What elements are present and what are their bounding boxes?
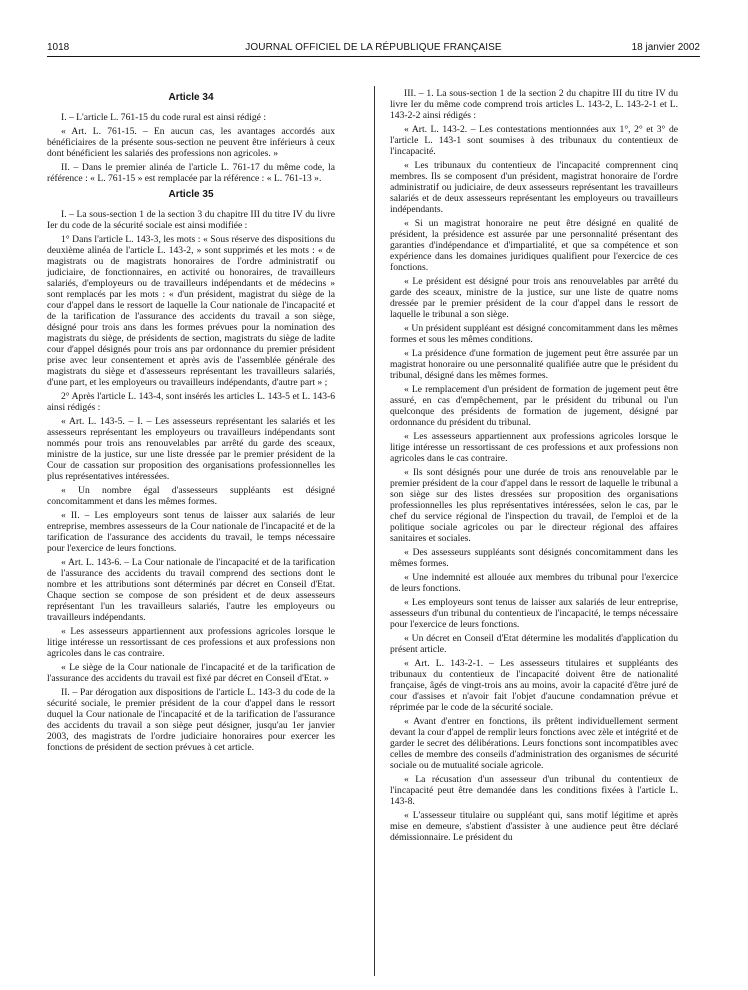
paragraph: « Le président est désigné pour trois ans renouvelables par arrêté du garde des sceaux, ministre de la justice, sur une liste de quatre noms dressée par le premier président de la cour d'appel dans le ressort de laquelle le tribunal a son siège. — [390, 276, 678, 320]
paragraph: « Si un magistrat honoraire ne peut être désigné en qualité de président, la présidence est assurée par une personnalité présentant des garanties d'indépendance et d'impartialité, et que sa compétence et son expérience dans les domaines juridiques qualifient pour l'exercice de ces fonctions. — [390, 218, 678, 273]
paragraph: « Avant d'entrer en fonctions, ils prêtent individuellement serment devant la cour d'appel de remplir leurs fonctions avec zèle et intégrité et de garder le secret des délibérations. Leurs fonctions sont incompatibles avec celles de membre des conseils d'administration des organismes de sécurité sociale ou de mutualité sociale agricole. — [390, 716, 678, 771]
paragraph: « Ils sont désignés pour une durée de trois ans renouvelable par le premier président de la cour d'appel dans le ressort de laquelle le tribunal a son siège sur des listes dressées sur proposition des organisations professionnelles les plus représentatives intéressées, selon le cas, par le chef du service régional de l'inspection du travail, de l'emploi et de la politique sociale agricoles ou par le directeur régional des affaires sanitaires et sociales. — [390, 467, 678, 544]
paragraph: « Art. L. 143-2-1. – Les assesseurs titulaires et suppléants des tribunaux du contentieux de l'incapacité doivent être de nationalité française, âgés de vingt-trois ans au moins, avoir la capacité d'être juré de cour d'assises et n'avoir fait l'objet d'aucune condamnation prévue et réprimée par le code de la sécurité sociale. — [390, 658, 678, 713]
paragraph: 2° Après l'article L. 143-4, sont insérés les articles L. 143-5 et L. 143-6 ainsi rédigés : — [47, 391, 335, 413]
paragraph: « Les assesseurs appartiennent aux professions agricoles lorsque le litige intéresse un ressortissant de ces professions et aux professions non agricoles dans le cas contraire. — [390, 431, 678, 464]
paragraph: « Un président suppléant est désigné concomitamment dans les mêmes formes et sous les mêmes conditions. — [390, 323, 678, 345]
paragraph: II. – Par dérogation aux dispositions de l'article L. 143-3 du code de la sécurité sociale, le premier président de la cour d'appel dans le ressort duquel la Cour nationale de l'incapacité et de la tarification de l'assurance des accidents du travail a son siège peut désigner, jusqu'au 1er janvier 2003, des magistrats de l'ordre judiciaire honoraires pour exercer les fonctions de président de section prévues à cet article. — [47, 687, 335, 753]
paragraph: « Une indemnité est allouée aux membres du tribunal pour l'exercice de leurs fonctions. — [390, 572, 678, 594]
paragraph: « II. – Les employeurs sont tenus de laisser aux salariés de leur entreprise, membres assesseurs de la Cour nationale de l'incapacité et de la tarification de l'assurance des accidents du travail, le temps nécessaire pour l'exercice de leurs fonctions. — [47, 510, 335, 554]
paragraph: « Art. L. 143-2. – Les contestations mentionnées aux 1°, 2° et 3° de l'article L. 143-1 sont soumises à des tribunaux du contentieux de l'incapacité. — [390, 124, 678, 157]
paragraph: « Les assesseurs appartiennent aux professions agricoles lorsque le litige intéresse un ressortissant de ces professions et aux professions non agricoles dans le cas contraire. — [47, 626, 335, 659]
paragraph: III. – 1. La sous-section 1 de la section 2 du chapitre III du titre IV du livre Ier du même code comprend trois articles L. 143-2, L. 143-2-1 et L. 143-2-2 ainsi rédigés : — [390, 88, 678, 121]
left-column — [47, 88, 335, 756]
paragraph: « L'assesseur titulaire ou suppléant qui, sans motif légitime et après mise en demeure, s'abstient d'assister à une audience peut être déclaré démissionnaire. Le président du — [390, 810, 678, 843]
paragraph: « Un décret en Conseil d'Etat détermine les modalités d'application du présent article. — [390, 633, 678, 655]
paragraph: « Art. L. 143-5. – I. – Les assesseurs représentant les salariés et les assesseurs représentant les employeurs ou travailleurs indépendants sont nommés pour trois ans renouvelables par arrêté du garde des sceaux, ministre de la justice, sur une liste dressée par le premier président de la Cour de cassation sur proposition des organisations professionnelles les plus représentatives intéressées. — [47, 416, 335, 482]
paragraph: « Les tribunaux du contentieux de l'incapacité comprennent cinq membres. Ils se composent d'un président, magistrat honoraire de l'ordre administratif ou judiciaire, de deux assesseurs représentant les travailleurs salariés et de deux assesseurs représentant les employeurs ou travailleurs indépendants. — [390, 160, 678, 215]
paragraph: « Le siège de la Cour nationale de l'incapacité et de la tarification de l'assurance des accidents du travail est fixé par décret en Conseil d'Etat. » — [47, 662, 335, 684]
article-34-title: Article 34 — [168, 92, 214, 103]
paragraph: 1° Dans l'article L. 143-3, les mots : « Sous réserve des dispositions du deuxième alinéa de l'article L. 143-2, » sont supprimés et les mots : « de magistrats ou de magistrats honoraires de l'ordre administratif ou judiciaire, de fonctionnaires, en activité ou honoraires, de travailleurs salariés, d'employeurs ou de travailleurs indépendants et de médecins » sont remplacés par les mots : « d'un président, magistrat du siège de la cour d'appel dans le ressort de laquelle la Cour nationale de l'incapacité et de la tarification de l'assurance des accidents du travail a son siège, désigné pour trois ans dans les formes prévues pour la nomination des magistrats du siège, de présidents de section, magistrats du siège de ladite cour d'appel désignés pour trois ans par ordonnance du premier président prise avec leur consentement et après avis de l'assemblée générale des magistrats du siège et d'assesseurs représentant les travailleurs salariés, d'une part, et les employeurs ou travailleurs indépendants, d'autre part » ; — [47, 234, 335, 388]
paragraph: I. – La sous-section 1 de la section 3 du chapitre III du titre IV du livre Ier du code de la sécurité sociale est ainsi modifiée : — [47, 209, 335, 231]
paragraph: « Art. L. 143-6. – La Cour nationale de l'incapacité et de la tarification de l'assurance des accidents du travail comprend des sections dont le nombre et les attributions sont déterminés par décret en Conseil d'Etat. Chaque section se compose de son président et de deux assesseurs représentant l'un les travailleurs salariés, l'autre les employeurs ou travailleurs indépendants. — [47, 557, 335, 623]
article-35-title: Article 35 — [168, 189, 214, 200]
paragraph: II. – Dans le premier alinéa de l'article L. 761-17 du même code, la référence : « L. 761-15 » est remplacée par la référence : « L. 761-13 ». — [47, 162, 335, 184]
journal-title: JOURNAL OFFICIEL DE LA RÉPUBLIQUE FRANÇAISE — [245, 42, 502, 53]
page-number: 1018 — [47, 42, 70, 53]
publication-date: 18 janvier 2002 — [631, 42, 700, 53]
paragraph: « Les employeurs sont tenus de laisser aux salariés de leur entreprise, assesseurs d'un tribunal du contentieux de l'incapacité, le temps nécessaire pour l'exercice de leurs fonctions. — [390, 597, 678, 630]
paragraph: « La présidence d'une formation de jugement peut être assurée par un magistrat honoraire ou une personnalité qualifiée autre que le président du tribunal, désigné dans les mêmes formes. — [390, 348, 678, 381]
page-header — [47, 40, 700, 57]
paragraph: I. – L'article L. 761-15 du code rural est ainsi rédigé : — [61, 112, 266, 123]
right-column — [390, 88, 678, 846]
paragraph: « Un nombre égal d'assesseurs suppléants est désigné concomitamment et dans les mêmes formes. — [47, 485, 335, 507]
paragraph: « Des assesseurs suppléants sont désignés concomitamment dans les mêmes formes. — [390, 547, 678, 569]
paragraph: « La récusation d'un assesseur d'un tribunal du contentieux de l'incapacité peut être demandée dans les conditions fixées à l'article L. 143-8. — [390, 774, 678, 807]
paragraph: « Le remplacement d'un président de formation de jugement peut être assuré, en cas d'empêchement, par le président du tribunal ou l'un quelconque des présidents de formation de jugement, désigné par ordonnance du président du tribunal. — [390, 384, 678, 428]
column-divider — [374, 86, 375, 976]
paragraph: « Art. L. 761-15. – En aucun cas, les avantages accordés aux bénéficiaires de la présente sous-section ne peuvent être inférieurs à ceux dont bénéficient les salariés des professions non agricoles. » — [47, 126, 335, 159]
